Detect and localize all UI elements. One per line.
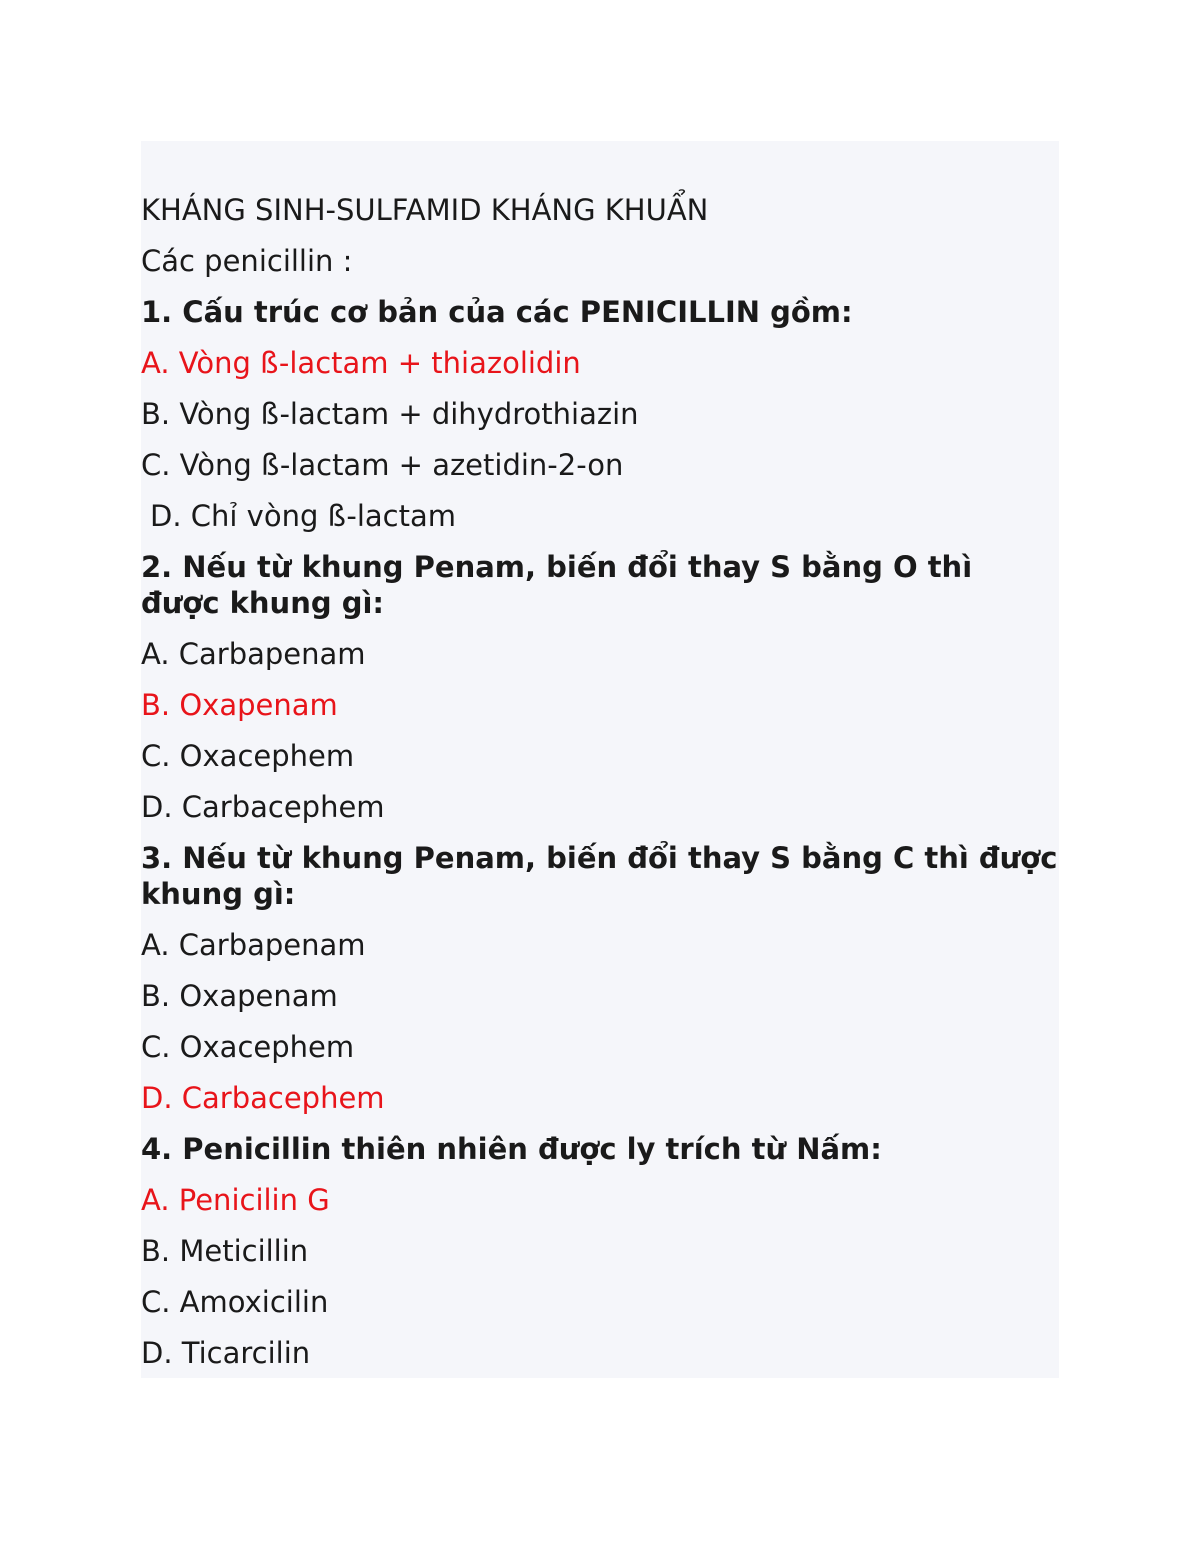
- question-4-option-d: D. Ticarcilin: [141, 1336, 311, 1370]
- question-3-option-a: A. Carbapenam: [141, 928, 366, 962]
- question-3-option-c: C. Oxacephem: [141, 1030, 355, 1064]
- question-3-option-d: D. Carbacephem: [141, 1081, 385, 1115]
- question-1-option-b: B. Vòng ß-lactam + dihydrothiazin: [141, 397, 639, 431]
- question-2-option-a: A. Carbapenam: [141, 637, 366, 671]
- question-2-option-d: D. Carbacephem: [141, 790, 385, 824]
- question-1-text: 1. Cấu trúc cơ bản của các PENICILLIN gồm:: [141, 295, 853, 329]
- question-3-text: 3. Nếu từ khung Penam, biến đổi thay S bằng C thì được khung gì:: [141, 841, 1058, 911]
- document-page: [141, 141, 1059, 1378]
- question-4-option-b: B. Meticillin: [141, 1234, 309, 1268]
- question-1-option-c: C. Vòng ß-lactam + azetidin-2-on: [141, 448, 624, 482]
- question-3-option-b: B. Oxapenam: [141, 979, 338, 1013]
- section-subheading: Các penicillin :: [141, 244, 353, 278]
- question-2-text: 2. Nếu từ khung Penam, biến đổi thay S bằng O thì được khung gì:: [141, 550, 973, 620]
- document-heading: KHÁNG SINH-SULFAMID KHÁNG KHUẨN: [141, 193, 709, 227]
- document-content: [141, 192, 1059, 1371]
- question-1-option-a: A. Vòng ß-lactam + thiazolidin: [141, 346, 581, 380]
- question-2-option-c: C. Oxacephem: [141, 739, 355, 773]
- question-4-option-a: A. Penicilin G: [141, 1183, 330, 1217]
- question-2-option-b: B. Oxapenam: [141, 688, 338, 722]
- question-4-text: 4. Penicillin thiên nhiên được ly trích từ Nấm:: [141, 1132, 882, 1166]
- question-4-option-c: C. Amoxicilin: [141, 1285, 329, 1319]
- question-1-option-d: D. Chỉ vòng ß-lactam: [150, 499, 457, 533]
